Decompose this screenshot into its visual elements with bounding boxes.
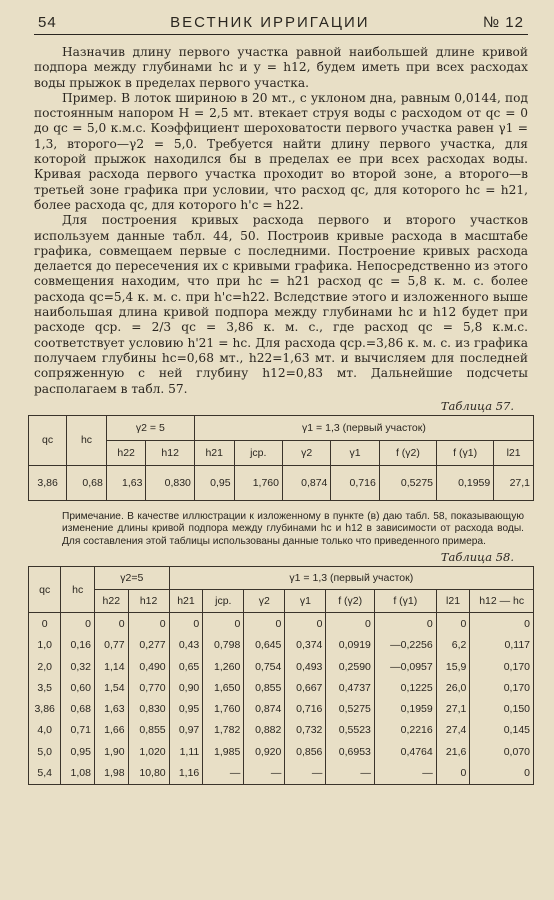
table-cell: 0: [61, 613, 95, 635]
table-cell: 0,43: [169, 635, 203, 656]
table-cell: 1,11: [169, 741, 203, 762]
table-cell: 1,66: [94, 720, 128, 741]
table-cell: —: [244, 762, 285, 784]
table-cell: 0,882: [244, 720, 285, 741]
table-row: [29, 465, 534, 500]
table-cell: 0,855: [128, 720, 169, 741]
table-cell: 0,95: [169, 699, 203, 720]
table-cell: 5,4: [29, 762, 61, 784]
table-cell: 0,830: [146, 465, 194, 500]
table-cell: 1,760: [234, 465, 282, 500]
col-eta2: γ2: [244, 590, 285, 613]
table-57-caption: Таблица 57.: [440, 398, 514, 413]
group-gamma2: γ2=5: [94, 567, 169, 590]
table-cell: 0,170: [470, 656, 534, 677]
table-cell: 15,9: [436, 656, 470, 677]
col-l21: l21: [494, 440, 534, 465]
table-cell: 0,374: [285, 635, 326, 656]
table-cell: 1,650: [203, 677, 244, 698]
table-cell: 0,95: [194, 465, 234, 500]
table-cell: 0,77: [94, 635, 128, 656]
table-cell: 1,782: [203, 720, 244, 741]
table-cell: 1,54: [94, 677, 128, 698]
table-cell: 3,5: [29, 677, 61, 698]
table-cell: 10,80: [128, 762, 169, 784]
table-cell: 0,60: [61, 677, 95, 698]
col-qc: qc: [29, 415, 67, 465]
col-f-eta2: f (γ2): [326, 590, 374, 613]
table-cell: 0,71: [61, 720, 95, 741]
table-cell: 0,1959: [437, 465, 494, 500]
table-57: [28, 415, 534, 501]
col-f-eta1: f (γ1): [374, 590, 436, 613]
col-jcp: jcp.: [234, 440, 282, 465]
body-text: [34, 45, 528, 397]
table-cell: 6,2: [436, 635, 470, 656]
group-gamma1: γ1 = 1,3 (первый участок): [169, 567, 533, 590]
table-cell: —: [326, 762, 374, 784]
table-cell: 0,070: [470, 741, 534, 762]
col-eta1: γ1: [285, 590, 326, 613]
table-cell: 0,32: [61, 656, 95, 677]
table-cell: 1,63: [94, 699, 128, 720]
table-row: [29, 762, 534, 784]
table-row: [29, 635, 534, 656]
table-cell: 0,754: [244, 656, 285, 677]
col-eta2: γ2: [282, 440, 330, 465]
col-h21: h21: [194, 440, 234, 465]
table-cell: 0,68: [67, 465, 107, 500]
table-cell: —0,2256: [374, 635, 436, 656]
table-cell: 0,6953: [326, 741, 374, 762]
table-cell: 0: [436, 762, 470, 784]
paragraph-3: Для построения кривых расхода первого и второго участков используем данные табл. 44, 50. Построив кривые расхода в масштабе графика, совмещаем первые с последними. Построение кривых расхода делается до пересечения их с кривыми графика. Непосредственно из этого совмещения находим, что при hc = h21 расход qc = 5,8 к. м. с. более расхода qc=5,4 к. м. с. при h'c=h22. Вследствие этого и изложенного выше наибольшая длина кривой подпора между глубинами hc и h12 будет при расходе qcp. = 2/3 qc = 3,86 к. м. с., где расход qc = 5,8 к.м.с. соответствует условию h'21 = hc. Для расхода qcp.=3,86 к. м. с. из графика получаем глубины hc=0,68 мт., h22=1,63 мт. и вычисляем для последней сопряженную с ней глубину h12=0,83 мт. Дальнейшие подсчеты располагаем в табл. 57.: [34, 213, 528, 396]
table-cell: 0: [128, 613, 169, 635]
running-header: [34, 14, 528, 35]
table-cell: 0,645: [244, 635, 285, 656]
col-h12: h12: [146, 440, 194, 465]
table-cell: 0,277: [128, 635, 169, 656]
table-cell: 0: [470, 613, 534, 635]
table-row: [29, 741, 534, 762]
table-cell: 0: [29, 613, 61, 635]
table-cell: 0: [326, 613, 374, 635]
table-cell: 0,667: [285, 677, 326, 698]
table-58: [28, 566, 534, 784]
table-cell: 0,874: [244, 699, 285, 720]
table-cell: 0,4737: [326, 677, 374, 698]
table-cell: 4,0: [29, 720, 61, 741]
table-cell: 0: [436, 613, 470, 635]
table-cell: 0,117: [470, 635, 534, 656]
table-cell: —0,0957: [374, 656, 436, 677]
table-cell: 0,68: [61, 699, 95, 720]
table-cell: 26,0: [436, 677, 470, 698]
issue-number: № 12: [483, 14, 524, 31]
table-cell: 0,874: [282, 465, 330, 500]
table-cell: 1,08: [61, 762, 95, 784]
journal-title: ВЕСТНИК ИРРИГАЦИИ: [170, 14, 370, 31]
table-row: [29, 699, 534, 720]
table-cell: 0: [285, 613, 326, 635]
col-h22: h22: [106, 440, 146, 465]
table-cell: 27,1: [494, 465, 534, 500]
paragraph-2: Пример. В лоток шириною в 20 мт., с уклоном дна, равным 0,0144, под постоянным напором H = 2,5 мт. втекает струя воды с расходом от qc = 0 до qc = 5,0 к.м.с. Коэффициент шероховатости первого участка равен γ1 = 1,3, второго—γ2 = 5,0. Требуется найти длину первого участка, для которой прыжок находился бы в пределах ее при всех расходах воды. Кривая расхода первого участка проходит во второй зоне, а второго—в третьей зоне графика при условии, что расход qc, для которого hc = h21, более расхода qc, для которого h'c = h22.: [34, 90, 528, 212]
table-58-caption: Таблица 58.: [440, 550, 514, 565]
table-cell: 1,63: [106, 465, 146, 500]
table-cell: 0,798: [203, 635, 244, 656]
table-cell: 0,856: [285, 741, 326, 762]
table-cell: 0: [470, 762, 534, 784]
table-cell: 0,1959: [374, 699, 436, 720]
col-h12-minus-hc: h12 — hc: [470, 590, 534, 613]
col-eta1: γ1: [331, 440, 379, 465]
table-cell: 0,170: [470, 677, 534, 698]
table-cell: 0,95: [61, 741, 95, 762]
table-cell: 0,770: [128, 677, 169, 698]
table-cell: 0,5523: [326, 720, 374, 741]
table-cell: 0: [244, 613, 285, 635]
table-cell: 0,716: [285, 699, 326, 720]
table-cell: 0,2216: [374, 720, 436, 741]
table-row: [29, 613, 534, 635]
table-cell: 2,0: [29, 656, 61, 677]
table-cell: 0,830: [128, 699, 169, 720]
table-cell: 1,16: [169, 762, 203, 784]
table-cell: 1,14: [94, 656, 128, 677]
col-qc: qc: [29, 567, 61, 613]
col-h22: h22: [94, 590, 128, 613]
table-cell: —: [374, 762, 436, 784]
group-gamma2: γ2 = 5: [106, 415, 194, 440]
note: Примечание. В качестве иллюстрации к изложенному в пункте (в) даю табл. 58, показывающую изменение длины кривой подпора между глубинами hc и h12 в зависимости от расхода воды. Для составления этой таблицы использованы данные только что приведенного примера.: [62, 510, 524, 547]
table-cell: 21,6: [436, 741, 470, 762]
table-cell: 1,020: [128, 741, 169, 762]
table-cell: 0: [169, 613, 203, 635]
table-cell: 27,1: [436, 699, 470, 720]
group-gamma1: γ1 = 1,3 (первый участок): [194, 415, 533, 440]
page-number: 54: [38, 14, 57, 31]
table-cell: 0,4764: [374, 741, 436, 762]
col-h12: h12: [128, 590, 169, 613]
table-cell: 0,65: [169, 656, 203, 677]
table-cell: 0,5275: [379, 465, 436, 500]
table-cell: 5,0: [29, 741, 61, 762]
table-cell: —: [203, 762, 244, 784]
table-cell: 27,4: [436, 720, 470, 741]
col-hc: hc: [61, 567, 95, 613]
table-cell: 0,97: [169, 720, 203, 741]
table-cell: 3,86: [29, 465, 67, 500]
table-cell: 0,490: [128, 656, 169, 677]
table-cell: 0: [374, 613, 436, 635]
table-cell: —: [285, 762, 326, 784]
table-cell: 0: [94, 613, 128, 635]
table-cell: 1,0: [29, 635, 61, 656]
col-f-eta2: f (γ2): [379, 440, 436, 465]
table-cell: 3,86: [29, 699, 61, 720]
col-jcp: jcp.: [203, 590, 244, 613]
table-cell: 0,855: [244, 677, 285, 698]
table-cell: 0,5275: [326, 699, 374, 720]
table-cell: 0,493: [285, 656, 326, 677]
table-cell: 0,716: [331, 465, 379, 500]
table-cell: 1,98: [94, 762, 128, 784]
table-cell: 0,0919: [326, 635, 374, 656]
table-cell: 0,920: [244, 741, 285, 762]
table-cell: 1,90: [94, 741, 128, 762]
table-cell: 1,985: [203, 741, 244, 762]
table-cell: 0,145: [470, 720, 534, 741]
table-row: [29, 677, 534, 698]
table-cell: 1,760: [203, 699, 244, 720]
table-cell: 0,2590: [326, 656, 374, 677]
table-cell: 0,732: [285, 720, 326, 741]
paragraph-1: Назначив длину первого участка равной наибольшей длине кривой подпора между глубинами hc и y = h12, будем иметь при всех расходах воды прыжок в пределах первого участка.: [34, 45, 528, 90]
table-row: [29, 656, 534, 677]
col-hc: hc: [67, 415, 107, 465]
table-cell: 0,90: [169, 677, 203, 698]
table-cell: 0,150: [470, 699, 534, 720]
table-cell: 0,16: [61, 635, 95, 656]
col-l21: l21: [436, 590, 470, 613]
table-cell: 0,1225: [374, 677, 436, 698]
table-cell: 1,260: [203, 656, 244, 677]
col-f-eta1: f (γ1): [437, 440, 494, 465]
table-row: [29, 720, 534, 741]
table-cell: 0: [203, 613, 244, 635]
col-h21: h21: [169, 590, 203, 613]
